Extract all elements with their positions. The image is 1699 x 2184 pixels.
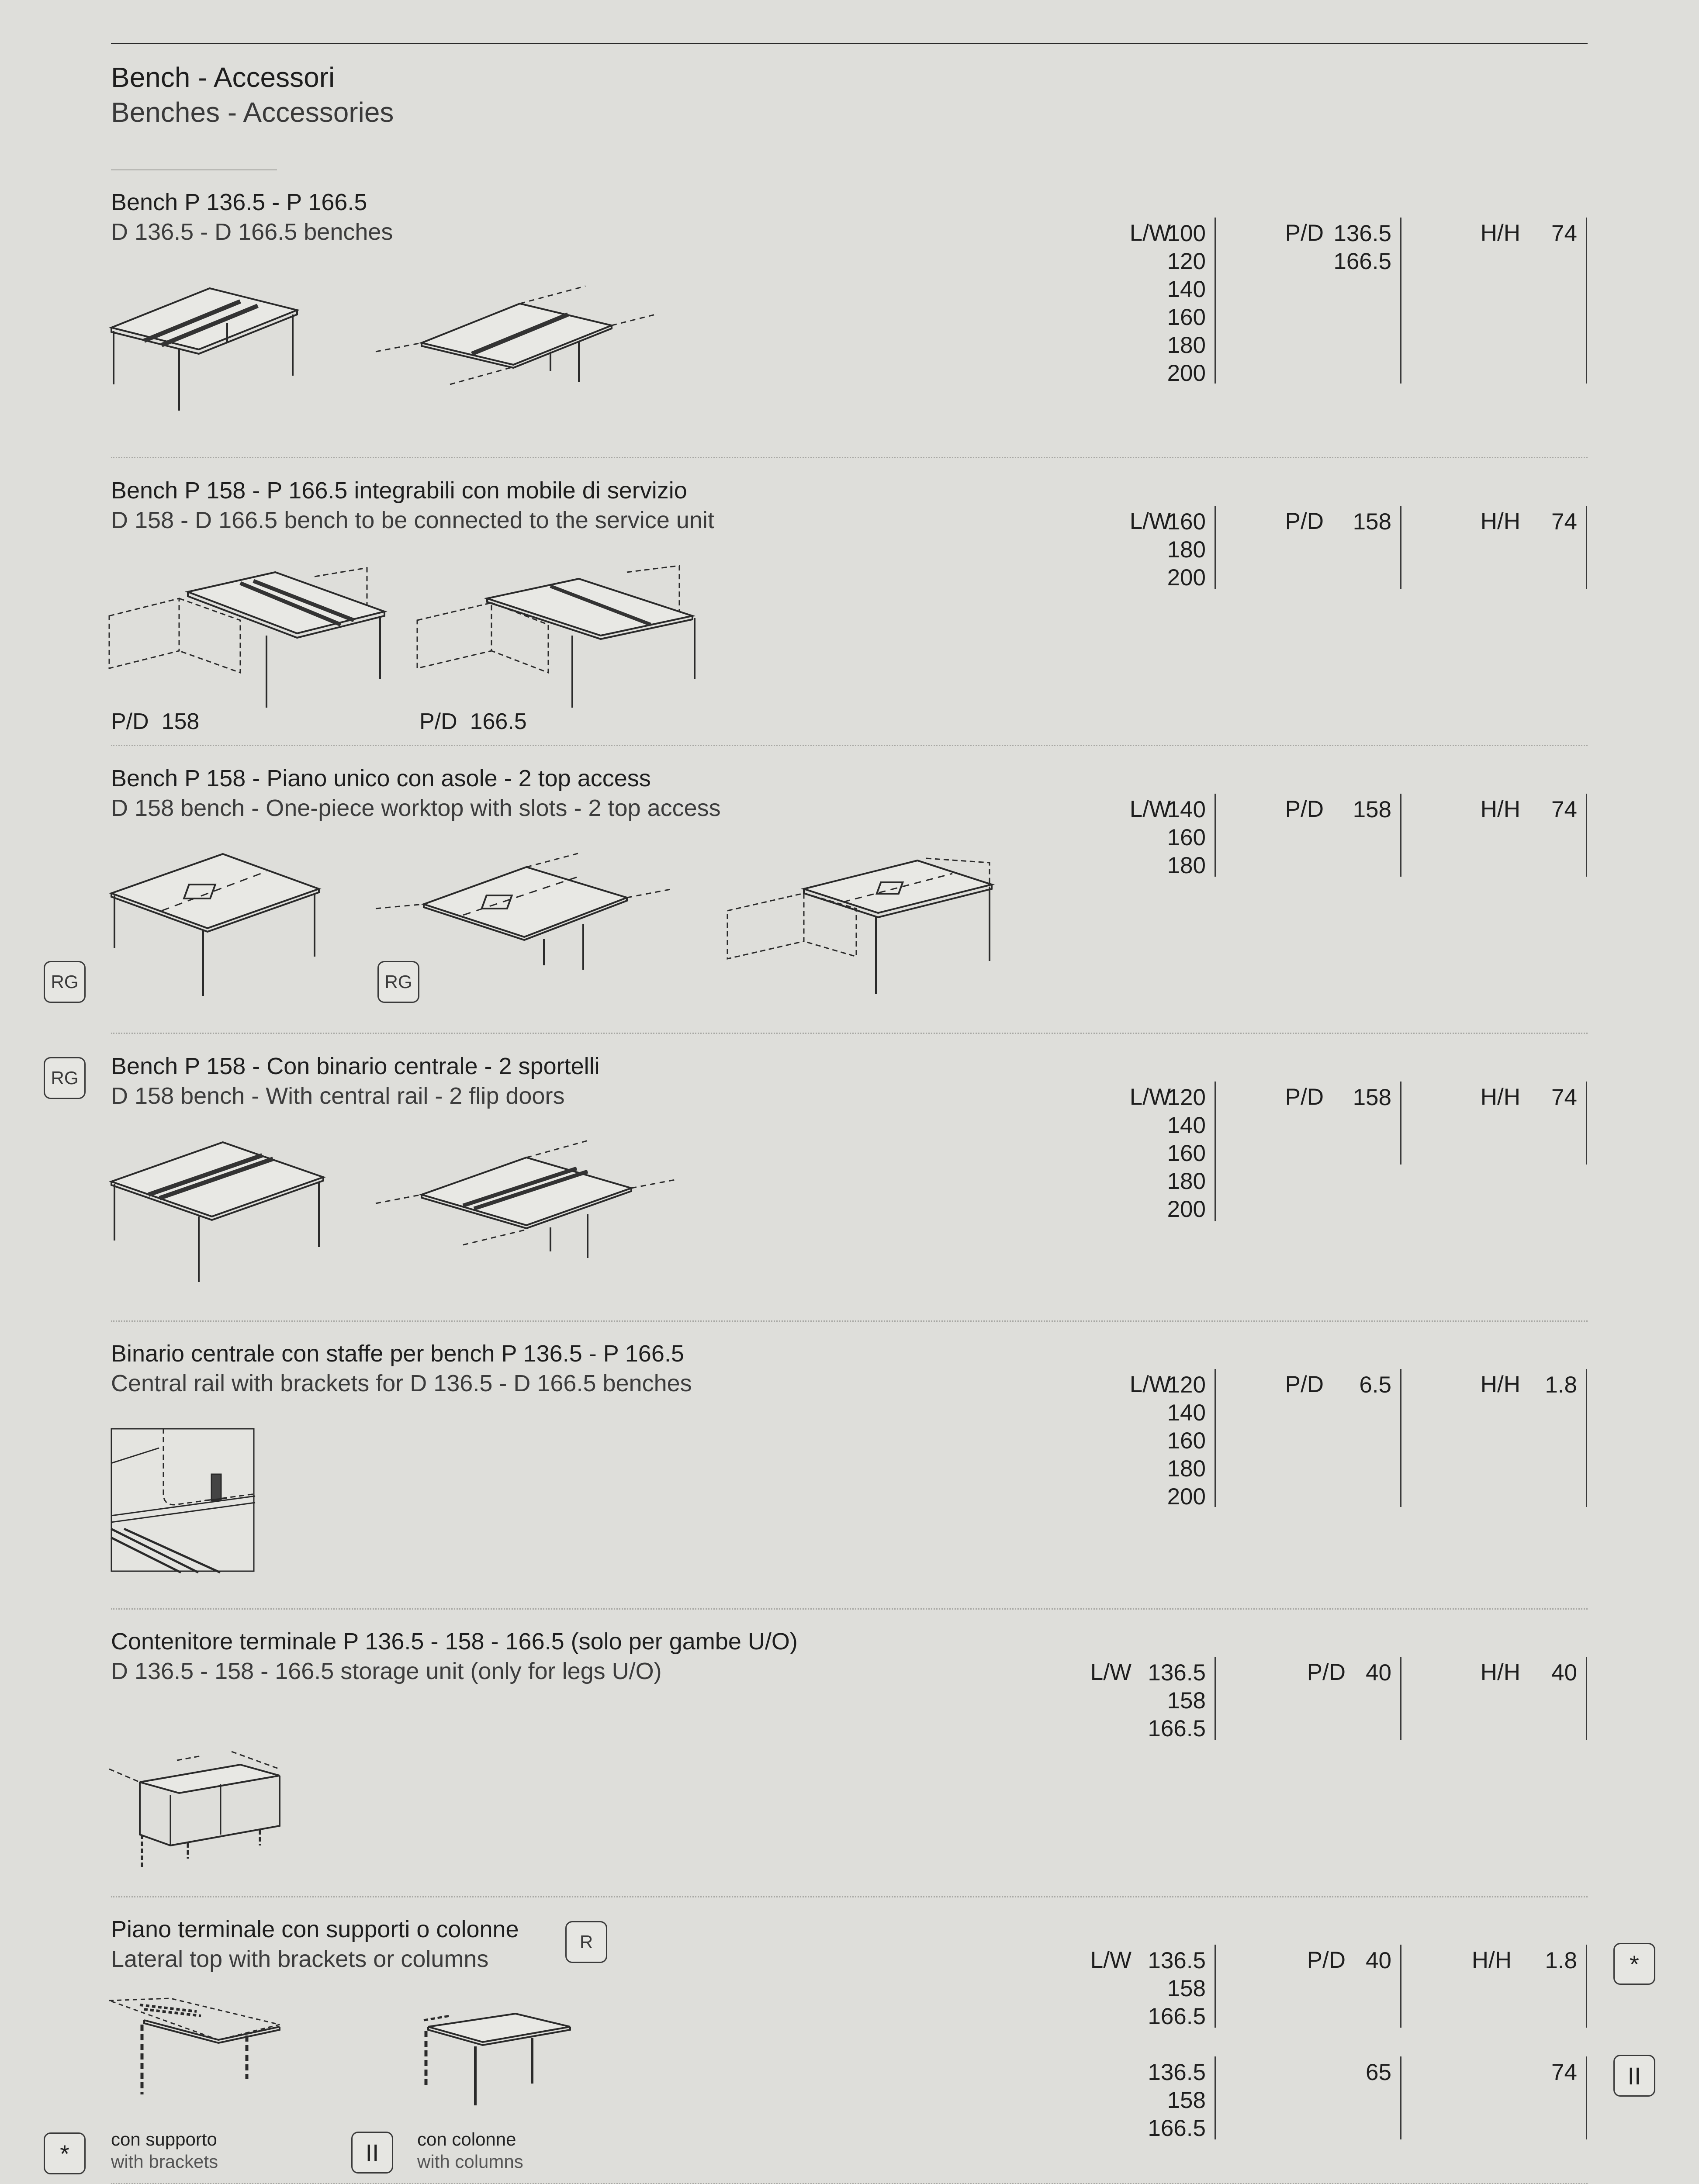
width-label: L/W: [1129, 1372, 1171, 1397]
column-divider: [1400, 506, 1401, 589]
column-divider: [1400, 1369, 1401, 1507]
depth-label: P/D: [1285, 220, 1324, 246]
section-subtitle: D 158 - D 166.5 bench to be connected to the service unit: [111, 507, 714, 533]
width-label: L/W: [1129, 508, 1171, 534]
section-title: Bench P 158 - Con binario centrale - 2 sportelli: [111, 1053, 600, 1079]
section-subtitle: D 136.5 - 158 - 166.5 storage unit (only for legs U/O): [111, 1658, 662, 1684]
depth-label: P/D: [1307, 1659, 1346, 1685]
depth-caption: P/D 158: [111, 709, 200, 734]
section-subtitle: Lateral top with brackets or columns: [111, 1946, 489, 1972]
width-label: L/W: [1090, 1947, 1132, 1973]
height-values: 1.8: [1545, 1372, 1577, 1398]
columns-caption: con colonne: [417, 2129, 516, 2149]
depth-label: P/D: [1285, 1372, 1324, 1397]
section-subtitle: D 158 bench - With central rail - 2 flip doors: [111, 1083, 565, 1109]
section-subtitle: D 158 bench - One-piece worktop with slots - 2 top access: [111, 795, 721, 821]
page-subtitle: Benches - Accessories: [111, 97, 394, 128]
height-values: 1.8: [1545, 1948, 1577, 1973]
column-divider: [1215, 794, 1216, 877]
depth-values-columns: 65: [1366, 2060, 1391, 2085]
column-divider: [1586, 506, 1587, 589]
section-title: Bench P 158 - P 166.5 integrabili con mobile di servizio: [111, 477, 687, 504]
height-label: H/H: [1480, 220, 1520, 246]
height-label: H/H: [1471, 1947, 1512, 1973]
column-divider: [1586, 1945, 1587, 2028]
section-subtitle: D 136.5 - D 166.5 benches: [111, 219, 393, 245]
bench-extension-illustration: [376, 284, 664, 389]
width-label: L/W: [1129, 220, 1171, 246]
depth-values: 158: [1353, 1085, 1391, 1110]
columns-caption-en: with columns: [417, 2151, 523, 2172]
height-label: H/H: [1480, 1372, 1520, 1397]
title-underline: [111, 169, 277, 170]
section-title: Bench P 136.5 - P 166.5: [111, 189, 367, 215]
header-rule: [111, 43, 1588, 44]
section-title: Piano terminale con supporti o colonne: [111, 1916, 519, 1942]
section-separator: [111, 1896, 1588, 1897]
bench-one-piece-service-illustration: [725, 854, 996, 998]
section-subtitle: Central rail with brackets for D 136.5 - D 166.5 benches: [111, 1370, 692, 1396]
height-label: H/H: [1480, 1084, 1520, 1110]
depth-values: 158: [1353, 797, 1391, 822]
height-label: H/H: [1480, 508, 1520, 534]
depth-values: 6.5: [1359, 1372, 1391, 1398]
bench-one-piece-illustration: [109, 852, 323, 1000]
column-divider: [1400, 218, 1401, 384]
height-values: 74: [1551, 1085, 1577, 1110]
lateral-top-columns-illustration: [411, 2005, 577, 2110]
depth-label: P/D: [1307, 1947, 1346, 1973]
section-title: Binario centrale con staffe per bench P 136.5 - P 166.5: [111, 1341, 684, 1367]
column-divider: [1400, 2056, 1401, 2139]
width-values: 136.5 158 166.5: [1148, 1660, 1206, 1742]
rg-badge: RG: [44, 961, 86, 1003]
central-rail-detail-illustration: [111, 1428, 255, 1572]
bench-with-service-unit-illustration: [109, 563, 389, 712]
section-separator: [111, 745, 1588, 746]
depth-caption: P/D 166.5: [419, 709, 527, 734]
r-badge: R: [565, 1921, 607, 1963]
column-divider: [1400, 1082, 1401, 1165]
width-values-columns: 136.5 158 166.5: [1148, 2060, 1206, 2141]
storage-unit-illustration: [109, 1743, 293, 1870]
bench-central-rail-extension-illustration: [376, 1140, 682, 1254]
height-values: 74: [1551, 509, 1577, 535]
column-divider: [1586, 2056, 1587, 2139]
columns-option-icon: II: [1613, 2055, 1655, 2097]
section-separator: [111, 1033, 1588, 1034]
height-label: H/H: [1480, 796, 1520, 822]
column-divider: [1586, 1082, 1587, 1165]
depth-values: 136.5 166.5: [1333, 221, 1391, 274]
section-separator: [111, 1320, 1588, 1322]
height-values: 74: [1551, 797, 1577, 822]
rg-badge: RG: [44, 1057, 86, 1099]
bench-front-illustration: [109, 280, 306, 419]
column-divider: [1215, 2056, 1216, 2139]
width-label: L/W: [1129, 1084, 1171, 1110]
brackets-option-icon: *: [44, 2132, 86, 2174]
width-values: 136.5 158 166.5: [1148, 1948, 1206, 2029]
column-divider: [1400, 1657, 1401, 1740]
width-values: 100 120 140 160 180 200: [1167, 221, 1206, 386]
column-divider: [1215, 218, 1216, 384]
width-label: L/W: [1090, 1659, 1132, 1685]
height-values: 74: [1551, 221, 1577, 246]
column-divider: [1215, 1945, 1216, 2028]
bench-one-piece-extension-illustration: [376, 852, 673, 978]
depth-label: P/D: [1285, 796, 1324, 822]
column-divider: [1215, 1657, 1216, 1740]
column-divider: [1215, 1369, 1216, 1507]
depth-label: P/D: [1285, 1084, 1324, 1110]
depth-values: 40: [1366, 1948, 1391, 1973]
section-title: Bench P 158 - Piano unico con asole - 2 top access: [111, 765, 651, 791]
column-divider: [1586, 218, 1587, 384]
bench-central-rail-illustration: [109, 1140, 328, 1284]
depth-label: P/D: [1285, 508, 1324, 534]
section-separator: [111, 1608, 1588, 1610]
page-title: Bench - Accessori: [111, 62, 335, 93]
columns-option-icon: II: [351, 2132, 393, 2174]
width-values: 140 160 180: [1167, 797, 1206, 878]
brackets-caption-en: with brackets: [111, 2151, 218, 2172]
height-values-columns: 74: [1551, 2060, 1577, 2085]
column-divider: [1586, 1657, 1587, 1740]
bench-with-service-unit-1665-illustration: [417, 563, 697, 712]
column-divider: [1586, 794, 1587, 877]
width-label: L/W: [1129, 796, 1171, 822]
rg-badge: RG: [377, 961, 419, 1003]
column-divider: [1400, 794, 1401, 877]
column-divider: [1215, 1082, 1216, 1221]
lateral-top-brackets-illustration: [109, 1992, 284, 2097]
brackets-option-icon: *: [1613, 1943, 1655, 1985]
height-label: H/H: [1480, 1659, 1520, 1685]
section-separator: [111, 457, 1588, 458]
section-title: Contenitore terminale P 136.5 - 158 - 166.5 (solo per gambe U/O): [111, 1628, 798, 1655]
column-divider: [1400, 1945, 1401, 2028]
column-divider: [1586, 1369, 1587, 1507]
brackets-caption: con supporto: [111, 2129, 217, 2149]
depth-values: 40: [1366, 1660, 1391, 1686]
column-divider: [1215, 506, 1216, 589]
height-values: 40: [1551, 1660, 1577, 1686]
width-values: 120 140 160 180 200: [1167, 1372, 1206, 1510]
depth-values: 158: [1353, 509, 1391, 535]
width-values: 160 180 200: [1167, 509, 1206, 591]
width-values: 120 140 160 180 200: [1167, 1085, 1206, 1222]
